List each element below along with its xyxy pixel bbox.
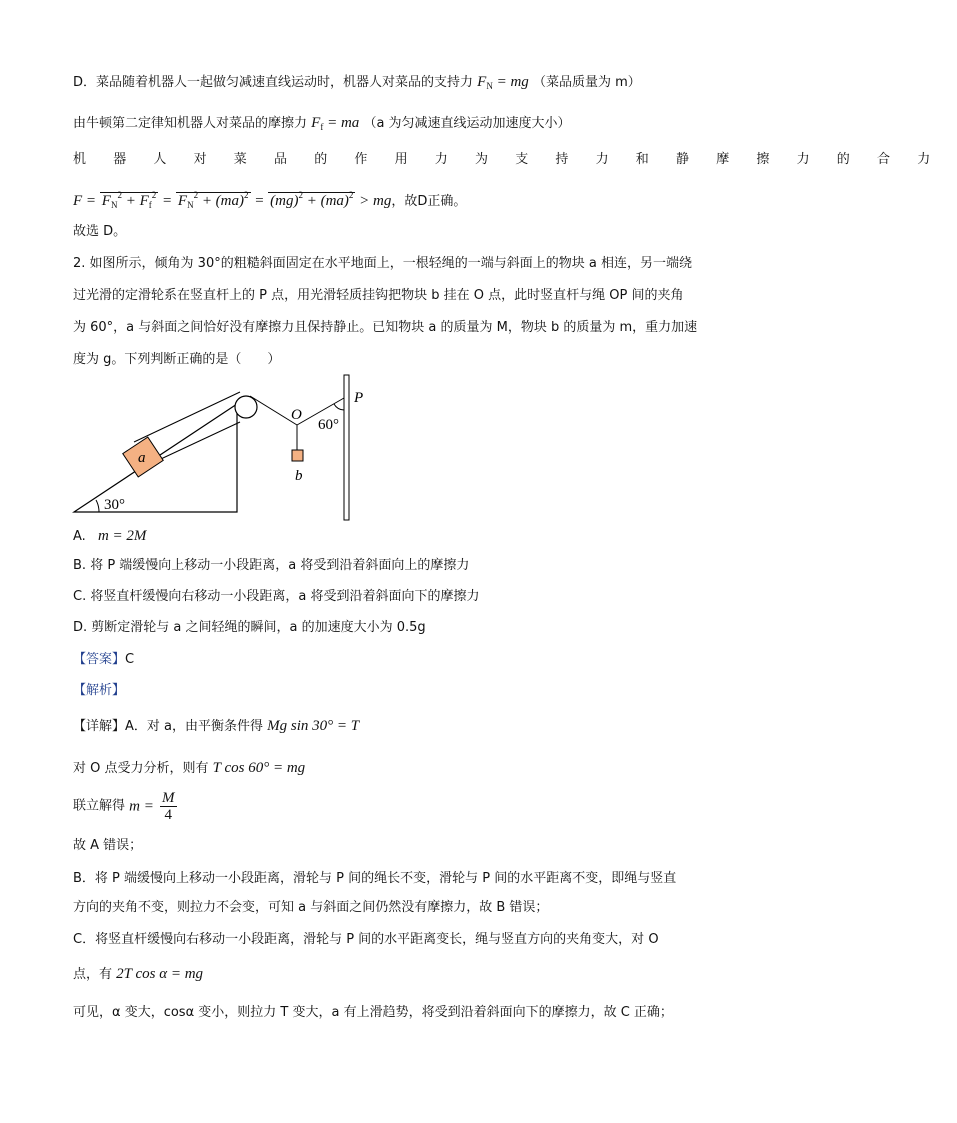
detail-solve-line — [73, 790, 179, 823]
text: A．对 a，由平衡条件得 — [125, 719, 264, 734]
vertical-pole — [344, 375, 349, 520]
incline-pulley-diagram — [70, 370, 370, 520]
text: D．菜品随着机器人一起做匀减速直线运动时，机器人对菜品的支持力 — [73, 75, 474, 90]
option-a — [73, 526, 146, 547]
detail-label: 【详解】 — [73, 719, 126, 734]
fraction-m-over-4 — [160, 790, 177, 823]
option-text: m = 2M — [97, 528, 147, 544]
point-p-label: P — [354, 390, 364, 406]
rope-a — [134, 392, 240, 442]
formula-ff: $F_f$ = ma — [311, 115, 360, 132]
block-b-label: b — [295, 468, 303, 484]
option-key: B. — [73, 558, 87, 573]
detail-b-line1: B．将 P 端缓慢向上移动一小段距离，滑轮与 P 间的绳长不变，滑轮与 P 间的水平距离不变，即绳与竖直 — [73, 871, 677, 886]
detail-a-line — [73, 716, 359, 737]
text: 联立解得 — [73, 798, 126, 814]
option-d-explanation-line2 — [73, 113, 571, 137]
option-d — [73, 618, 426, 638]
question2-line4: 度为 g。下列判断正确的是（ ） — [73, 352, 281, 367]
detail-c-line2 — [73, 964, 203, 985]
analysis-label-text: 【解析】 — [73, 683, 126, 698]
pulley — [235, 396, 257, 418]
detail-a-conclusion: 故 A 错误； — [73, 838, 143, 853]
slope-angle-arc — [96, 500, 99, 512]
block-b — [292, 450, 303, 461]
text: 点，有 — [73, 967, 113, 982]
option-key: A. — [73, 529, 86, 544]
option-key: C. — [73, 589, 87, 604]
option-d-explanation-line1 — [73, 72, 641, 96]
question2-line1: 2. 如图所示，倾角为 30°的粗糙斜面固定在水平地面上，一根轻绳的一端与斜面上的物块 a 相连，另一端绕 — [73, 256, 692, 271]
answer-line — [73, 650, 134, 670]
option-text: 剪断定滑轮与 a 之间轻绳的瞬间，a 的加速度大小为 0.5g — [91, 620, 426, 635]
option-text: 将竖直杆缓慢向右移动一小段距离，a 将受到沿着斜面向下的摩擦力 — [90, 589, 480, 604]
slope-angle-label: 30° — [104, 497, 125, 513]
option-b — [73, 556, 469, 576]
resultant-force-formula: $F = F_N^2 + F_f^2 = F_N^2 + (ma)^2 = (mg)^2 + (ma)^2$ > mg — [73, 190, 392, 210]
equation-c: 2T cos α = mg — [116, 966, 204, 982]
detail-b-line2: 方向的夹角不变，则拉力不会变，可知 a 与斜面之间仍然没有摩擦力，故 B 错误； — [73, 900, 549, 915]
detail-c-line1: C．将竖直杆缓慢向右移动一小段距离，滑轮与 P 间的水平距离变长，绳与竖直方向的夹角变大，对 O — [73, 932, 659, 947]
equation-a: Mg sin 30° = T — [267, 718, 360, 734]
option-text: 将 P 端缓慢向上移动一小段距离，a 将受到沿着斜面向上的摩擦力 — [90, 558, 470, 573]
option-d-conclusion: 故选 D。 — [73, 224, 127, 239]
equation-o: T cos 60° = mg — [212, 760, 306, 776]
block-a-label: a — [138, 450, 146, 466]
option-d-explanation-line3: 机器人对菜品的作用力为支持力和静摩擦力的合力 — [73, 152, 957, 167]
answer-label: 【答案】 — [73, 652, 126, 667]
detail-o-line — [73, 758, 305, 779]
fraction-denominator: 4 — [164, 807, 173, 823]
formula-fn: $F_N$ = mg — [477, 74, 529, 91]
analysis-label — [73, 681, 125, 701]
option-d-explanation-line4 — [73, 185, 466, 215]
question2-line3: 为 60°，a 与斜面之间恰好没有摩擦力且保持静止。已知物块 a 的质量为 M，物块 b 的质量为 m，重力加速 — [73, 320, 698, 335]
text: 由牛顿第二定律知机器人对菜品的摩擦力 — [73, 116, 308, 131]
equation-lhs: m = — [129, 798, 154, 815]
option-key: D. — [73, 620, 88, 635]
text: （a 为匀减速直线运动加速度大小） — [363, 116, 571, 131]
text: ，故D正确。 — [391, 194, 467, 209]
answer-value: C — [125, 652, 135, 667]
question2-line2: 过光滑的定滑轮系在竖直杆上的 P 点，用光滑轻质挂钩把物块 b 挂在 O 点，此时竖直杆与绳 OP 间的夹角 — [73, 288, 684, 303]
point-o-label: O — [291, 407, 302, 423]
fraction-numerator: M — [162, 790, 175, 806]
detail-c-line3: 可见，α 变大，cosα 变小，则拉力 T 变大，a 有上滑趋势，将受到沿着斜面向下的摩擦力，故 C 正确； — [73, 1005, 673, 1020]
text: （菜品质量为 m） — [532, 75, 641, 90]
rope-angle-label: 60° — [318, 417, 339, 433]
text: 对 O 点受力分析，则有 — [73, 761, 209, 776]
rope-angle-arc — [334, 404, 344, 410]
option-c — [73, 587, 479, 607]
